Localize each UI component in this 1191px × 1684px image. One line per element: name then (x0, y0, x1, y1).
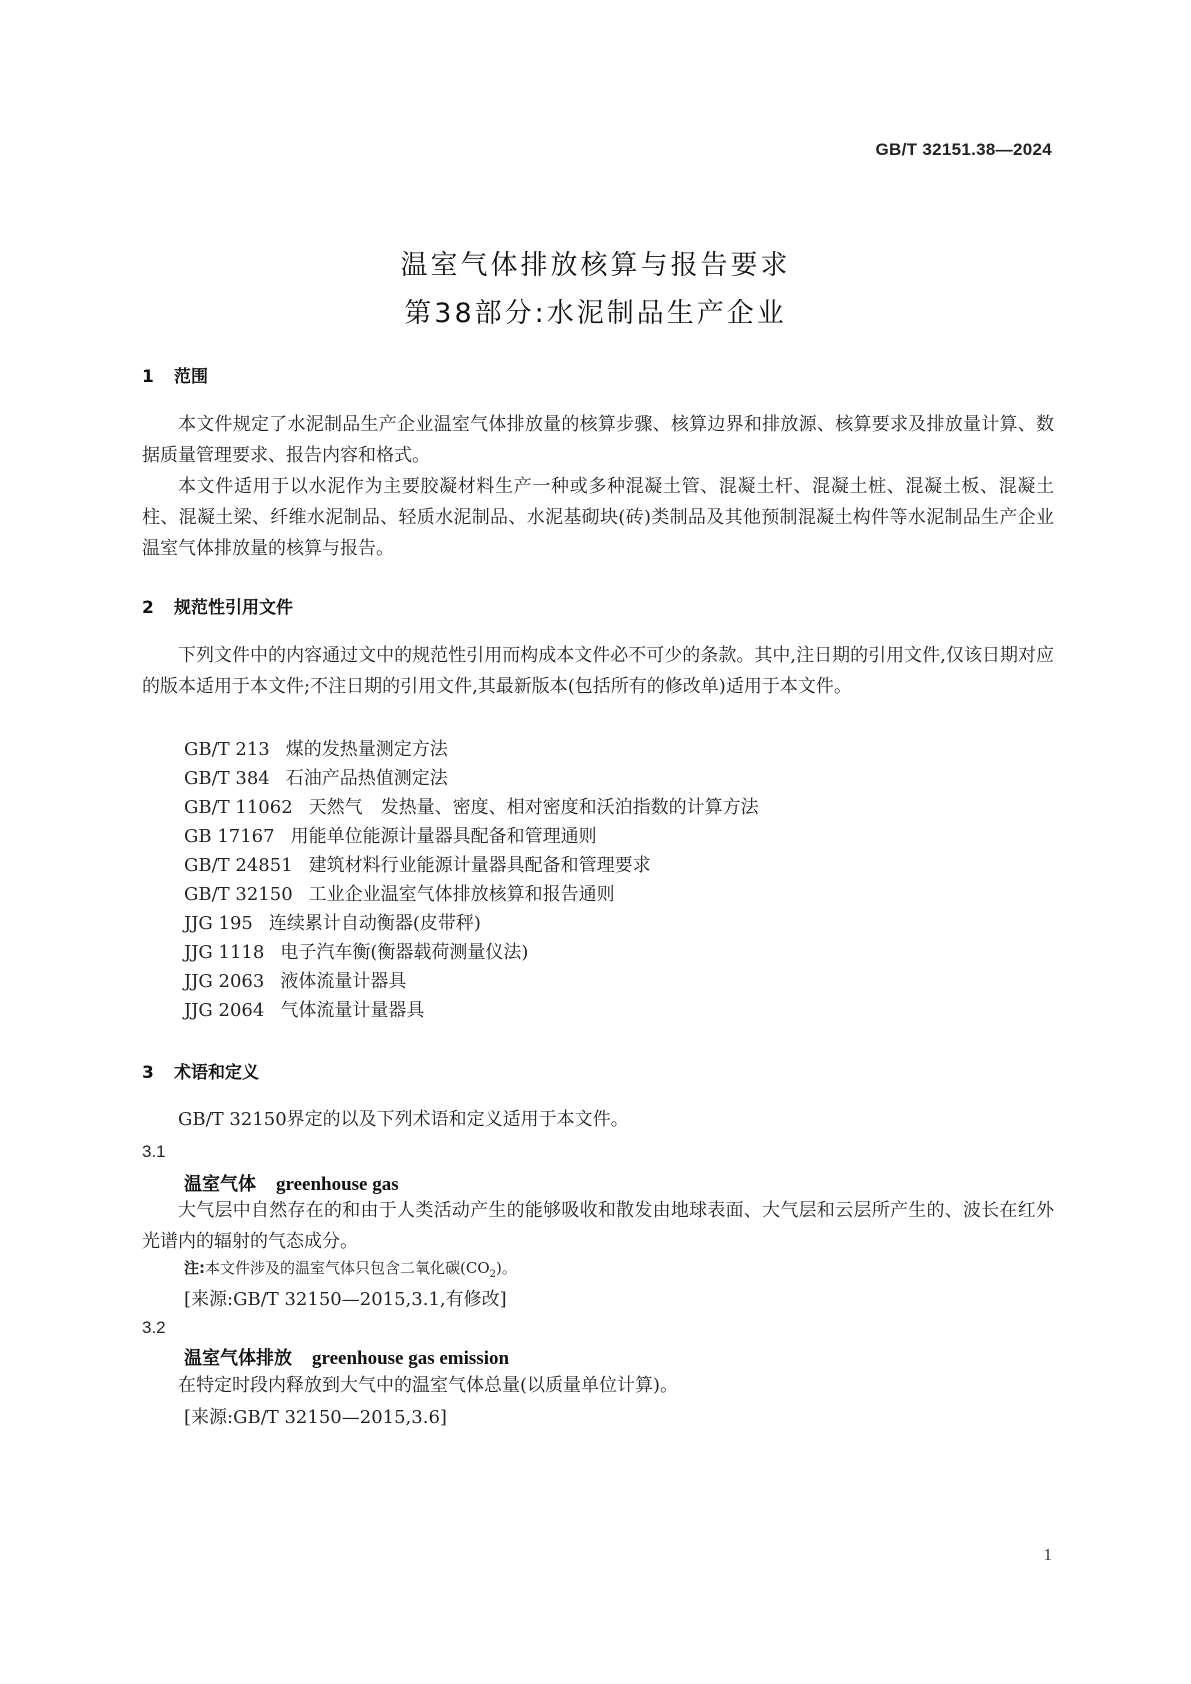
reference-title: 用能单位能源计量器具配备和管理通则 (290, 826, 597, 847)
section-title: 规范性引用文件 (174, 598, 293, 618)
section-title: 范围 (174, 367, 208, 387)
note-end: )。 (496, 1259, 517, 1277)
term-source: [来源:GB/T 32150—2015,3.6] (184, 1407, 447, 1428)
reference-title: 建筑材料行业能源计量器具配备和管理要求 (308, 855, 651, 876)
reference-code: JJG 2064 (184, 1000, 265, 1021)
term-note (184, 1257, 517, 1280)
reference-code: GB/T 213 (184, 739, 270, 760)
term-source: [来源:GB/T 32150—2015,3.1,有修改] (184, 1289, 507, 1310)
reference-item (184, 880, 615, 906)
reference-title: 液体流量计器具 (280, 971, 407, 992)
reference-title: 工业企业温室气体排放核算和报告通则 (308, 884, 615, 905)
reference-item (184, 822, 597, 848)
reference-item (184, 967, 406, 993)
reference-code: GB/T 24851 (184, 855, 293, 876)
section-2-heading (142, 593, 293, 618)
reference-code: JJG 2063 (184, 971, 265, 992)
reference-item (184, 764, 448, 790)
reference-code: GB/T 32150 (184, 884, 293, 905)
reference-title: 石油产品热值测定法 (285, 768, 448, 789)
clause-number: 3.1 (142, 1142, 166, 1161)
clause-number: 3.2 (142, 1318, 166, 1337)
term-en: greenhouse gas (276, 1174, 399, 1195)
term-heading (184, 1170, 399, 1196)
standard-number: GB/T 32151.38—2024 (875, 140, 1052, 159)
term-zh: 温室气体 (184, 1174, 256, 1195)
note-subscript: 2 (489, 1269, 497, 1280)
reference-title: 电子汽车衡(衡器载荷测量仪法) (280, 942, 529, 963)
reference-title: 天然气 发热量、密度、相对密度和沃泊指数的计算方法 (308, 797, 759, 818)
section-title: 术语和定义 (174, 1063, 259, 1083)
reference-item (184, 851, 651, 877)
reference-title: 连续累计自动衡器(皮带秤) (268, 913, 481, 934)
document-title-line2: 第38部分:水泥制品生产企业 (404, 298, 787, 329)
term-definition: 在特定时段内释放到大气中的温室气体总量(以质量单位计算)。 (178, 1375, 679, 1396)
section-1-heading (142, 362, 208, 387)
reference-item (184, 909, 481, 935)
reference-code: GB 17167 (184, 826, 275, 847)
document-title-line1: 温室气体排放核算与报告要求 (400, 250, 791, 281)
term-en: greenhouse gas emission (312, 1348, 510, 1369)
reference-code: JJG 195 (184, 913, 253, 934)
section-number: 3 (142, 1063, 154, 1083)
reference-item (184, 938, 528, 964)
note-label: 注: (184, 1259, 205, 1277)
references-intro: 下列文件中的内容通过文中的规范性引用而构成本文件必不可少的条款。其中,注日期的引用文件,仅该日期对应的版本适用于本文件;不注日期的引用文件,其最新版本(包括所有的修改单)适用于本文件。 (142, 645, 1054, 697)
reference-code: JJG 1118 (184, 942, 265, 963)
reference-item (184, 793, 759, 819)
section-3-heading (142, 1058, 259, 1083)
page-number: 1 (1043, 1545, 1052, 1564)
terms-intro: GB/T 32150界定的以及下列术语和定义适用于本文件。 (178, 1109, 629, 1130)
scope-paragraph-2: 本文件适用于以水泥作为主要胶凝材料生产一种或多种混凝土管、混凝土杆、混凝土桩、混凝土板、混凝土柱、混凝土梁、纤维水泥制品、轻质水泥制品、水泥基砌块(砖)类制品及其他预制混凝土构件等水泥制品生产企业温室气体排放量的核算与报告。 (142, 476, 1054, 559)
reference-code: GB/T 384 (184, 768, 270, 789)
section-number: 2 (142, 598, 154, 618)
term-heading (184, 1344, 509, 1370)
section-number: 1 (142, 367, 154, 387)
reference-title: 气体流量计量器具 (280, 1000, 425, 1021)
reference-title: 煤的发热量测定方法 (285, 739, 448, 760)
scope-paragraph-1: 本文件规定了水泥制品生产企业温室气体排放量的核算步骤、核算边界和排放源、核算要求及排放量计算、数据质量管理要求、报告内容和格式。 (142, 414, 1054, 466)
note-text: 本文件涉及的温室气体只包含二氧化碳(CO (205, 1259, 490, 1277)
term-zh: 温室气体排放 (184, 1348, 292, 1369)
term-definition: 大气层中自然存在的和由于人类活动产生的能够吸收和散发由地球表面、大气层和云层所产生的、波长在红外光谱内的辐射的气态成分。 (142, 1200, 1054, 1252)
reference-item (184, 735, 448, 761)
reference-code: GB/T 11062 (184, 797, 293, 818)
reference-item (184, 996, 424, 1022)
